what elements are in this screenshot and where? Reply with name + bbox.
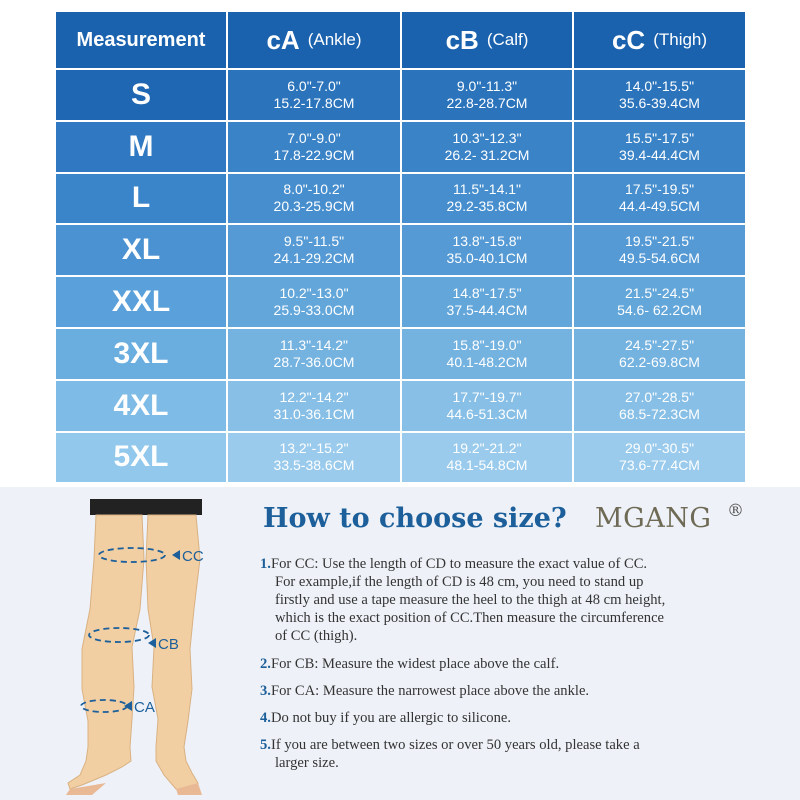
- value-cm: 33.5-38.6CM: [273, 457, 355, 474]
- instruction-item: [260, 709, 780, 727]
- instruction-item: [260, 655, 780, 673]
- value-inches: 12.2"-14.2": [279, 388, 349, 405]
- value-cell-cb: [402, 70, 572, 120]
- instruction-text: For CA: Measure the narrowest place above the ankle.: [270, 683, 590, 699]
- header-measurement: [56, 12, 226, 68]
- value-cm: 49.5-54.6CM: [619, 250, 700, 267]
- value-inches: 29.0"-30.5": [624, 440, 695, 457]
- value-inches: 11.3"-14.2": [279, 336, 349, 353]
- value-inches: 10.3"-12.3": [452, 129, 522, 146]
- size-label: S: [130, 77, 151, 111]
- instruction-line: which is the exact position of CC.Then measure the circumference: [275, 610, 665, 626]
- value-cell-ca: [228, 433, 400, 483]
- header-code: cB: [445, 24, 479, 55]
- value-cm: 25.9-33.0CM: [273, 302, 355, 319]
- guide-title: How to choose size?: [263, 503, 567, 534]
- value-cell-ca: [228, 122, 400, 172]
- value-inches: 13.2"-15.2": [279, 440, 349, 457]
- size-label-cell: [56, 329, 226, 379]
- value-cm: 73.6-77.4CM: [619, 457, 700, 474]
- instruction-number: 3.: [260, 683, 271, 699]
- value-cell-cc: [574, 433, 745, 483]
- registered-mark: ®: [727, 501, 744, 521]
- size-label-cell: [56, 277, 226, 327]
- value-cm: 37.5-44.4CM: [446, 302, 528, 319]
- header-code: cA: [266, 24, 300, 55]
- value-inches: 17.7"-19.7": [452, 388, 522, 405]
- value-cell-ca: [228, 70, 400, 120]
- value-cm: 35.0-40.1CM: [446, 250, 528, 267]
- value-cell-cc: [574, 122, 745, 172]
- size-label-cell: [56, 225, 226, 275]
- instruction-line: of CC (thigh).: [275, 628, 358, 644]
- value-inches: 24.5"-27.5": [624, 336, 695, 353]
- size-label-cell: [56, 433, 226, 483]
- instruction-number: 2.: [260, 656, 271, 672]
- value-cell-ca: [228, 381, 400, 431]
- value-cell-cb: [402, 225, 572, 275]
- instruction-line: firstly and use a tape measure the heel to the thigh at 48 cm height,: [275, 592, 666, 608]
- value-cell-ca: [228, 174, 400, 224]
- header-cb: [402, 12, 572, 68]
- value-cell-ca: [228, 329, 400, 379]
- header-body-part: (Ankle): [307, 30, 362, 49]
- size-label: 3XL: [113, 336, 169, 370]
- instruction-number: 5.: [260, 737, 271, 753]
- instruction-line: [260, 709, 780, 727]
- value-cm: 68.5-72.3CM: [619, 405, 700, 422]
- value-cell-cc: [574, 277, 745, 327]
- value-cell-cc: [574, 225, 745, 275]
- value-inches: 10.2"-13.0": [279, 285, 349, 302]
- ca-label: CA: [134, 699, 155, 716]
- value-inches: 19.2"-21.2": [452, 440, 522, 457]
- instruction-item: [260, 682, 780, 700]
- value-cell-cc: [574, 174, 745, 224]
- value-inches: 15.5"-17.5": [624, 129, 695, 146]
- value-inches: 8.0"-10.2": [283, 181, 345, 198]
- size-label: XXL: [111, 285, 171, 319]
- value-cell-cc: [574, 381, 745, 431]
- value-cm: 62.2-69.8CM: [619, 353, 700, 370]
- value-cell-cc: [574, 70, 745, 120]
- value-inches: 14.0"-15.5": [624, 77, 695, 94]
- value-cm: 28.7-36.0CM: [273, 353, 355, 370]
- value-cell-cb: [402, 122, 572, 172]
- instruction-number: 1.: [260, 556, 271, 572]
- value-inches: 7.0"-9.0": [287, 129, 341, 146]
- shorts-shape: [90, 499, 202, 515]
- value-inches: 19.5"-21.5": [624, 233, 695, 250]
- value-cm: 40.1-48.2CM: [446, 353, 528, 370]
- size-label: M: [128, 129, 154, 163]
- instruction-line: [260, 736, 780, 754]
- value-cm: 54.6- 62.2CM: [617, 302, 702, 319]
- value-cm: 17.8-22.9CM: [273, 146, 355, 163]
- value-cm: 35.6-39.4CM: [619, 94, 700, 111]
- value-cm: 44.4-49.5CM: [619, 198, 700, 215]
- instruction-line: For example,if the length of CD is 48 cm, you need to stand up: [275, 574, 644, 590]
- instruction-number: 4.: [260, 710, 271, 726]
- instruction-text: For CC: Use the length of CD to measure the exact value of CC.: [270, 556, 648, 572]
- instruction-line: larger size.: [275, 755, 339, 771]
- value-cm: 22.8-28.7CM: [446, 94, 528, 111]
- header-cc: [574, 12, 745, 68]
- brand-name: MGANG: [595, 503, 712, 534]
- value-cm: 24.1-29.2CM: [273, 250, 355, 267]
- cb-arrow-icon: [148, 638, 156, 648]
- instruction-item: [260, 736, 780, 772]
- header-body-part: (Calf): [486, 30, 529, 49]
- value-inches: 13.8"-15.8": [452, 233, 522, 250]
- value-inches: 27.0"-28.5": [624, 388, 695, 405]
- instruction-line: [260, 682, 780, 700]
- header-code: cC: [611, 24, 646, 55]
- value-cell-ca: [228, 277, 400, 327]
- instruction-line: [260, 655, 780, 673]
- value-cell-cb: [402, 433, 572, 483]
- value-cell-cb: [402, 329, 572, 379]
- value-inches: 15.8"-19.0": [452, 336, 522, 353]
- value-cm: 31.0-36.1CM: [273, 405, 355, 422]
- header-ca: [228, 12, 400, 68]
- value-cell-ca: [228, 225, 400, 275]
- value-inches: 21.5"-24.5": [624, 285, 695, 302]
- size-label-cell: [56, 174, 226, 224]
- value-inches: 14.8"-17.5": [452, 285, 522, 302]
- value-cm: 39.4-44.4CM: [619, 146, 700, 163]
- cc-label: CC: [182, 548, 204, 565]
- size-label-cell: [56, 122, 226, 172]
- value-cell-cb: [402, 277, 572, 327]
- value-cm: 26.2- 31.2CM: [444, 146, 530, 163]
- value-cell-cb: [402, 381, 572, 431]
- header-body-part: (Thigh): [653, 30, 708, 49]
- instruction-item: [260, 555, 780, 645]
- size-label: XL: [121, 233, 161, 267]
- instruction-text: Do not buy if you are allergic to silicone.: [270, 710, 512, 726]
- size-label: L: [131, 181, 151, 215]
- size-label: 4XL: [113, 388, 169, 422]
- value-inches: 6.0"-7.0": [287, 77, 341, 94]
- leg-diagram: [52, 499, 234, 795]
- value-cm: 20.3-25.9CM: [273, 198, 355, 215]
- value-cm: 15.2-17.8CM: [273, 94, 355, 111]
- size-table: [56, 12, 745, 487]
- value-inches: 11.5"-14.1": [452, 181, 522, 198]
- size-label: 5XL: [113, 440, 169, 474]
- value-cm: 29.2-35.8CM: [446, 198, 528, 215]
- value-cell-cc: [574, 329, 745, 379]
- leg-illustration: [52, 499, 234, 795]
- instruction-line: [260, 555, 780, 573]
- size-label-cell: [56, 381, 226, 431]
- value-inches: 17.5"-19.5": [624, 181, 695, 198]
- left-leg-shape: [68, 515, 144, 789]
- value-cm: 48.1-54.8CM: [446, 457, 528, 474]
- value-inches: 9.5"-11.5": [283, 233, 345, 250]
- size-label-cell: [56, 70, 226, 120]
- instruction-text: If you are between two sizes or over 50 years old, please take a: [270, 737, 640, 753]
- header-measurement-text: Measurement: [76, 28, 206, 51]
- value-cm: 44.6-51.3CM: [446, 405, 528, 422]
- instruction-text: For CB: Measure the widest place above the calf.: [270, 656, 560, 672]
- cb-label: CB: [158, 636, 179, 653]
- value-inches: 9.0"-11.3": [456, 77, 518, 94]
- value-cell-cb: [402, 174, 572, 224]
